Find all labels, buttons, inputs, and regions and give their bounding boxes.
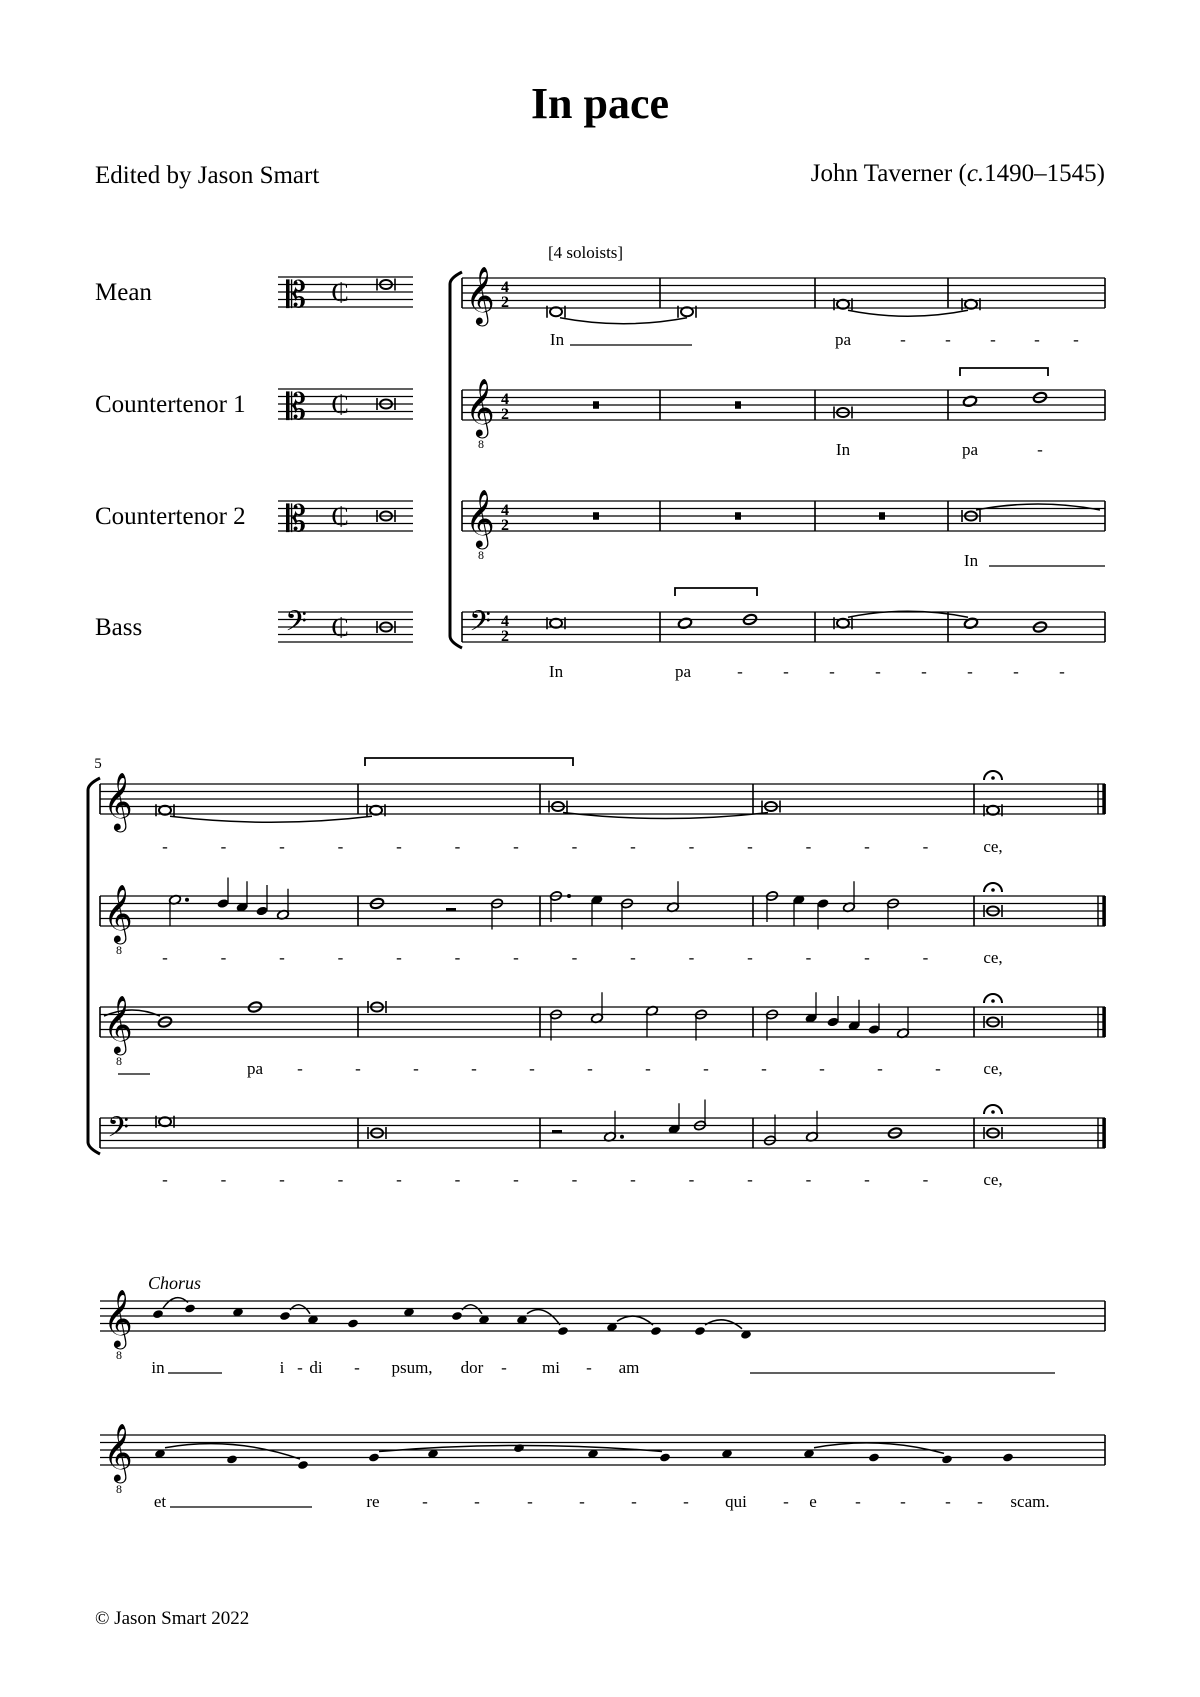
cut-time-icon: ₵ (331, 613, 349, 642)
lyric-syllable: - (220, 1170, 227, 1189)
treble-clef-icon: 𝄞 (103, 885, 133, 941)
chant-note (451, 1311, 463, 1321)
lyric-syllable: - (396, 837, 402, 856)
treble-clef-icon: 𝄞 (465, 379, 495, 435)
lyric-syllable: pa (246, 1059, 264, 1078)
bass-clef-icon: 𝄢 (285, 607, 307, 644)
lyric-syllable: - (875, 662, 881, 681)
chant-note (368, 1452, 380, 1462)
lyric-syllable: - (935, 1059, 941, 1078)
lyric-syllable: - (355, 1059, 361, 1078)
lyric-syllable: - (337, 1170, 344, 1189)
breve-rest (593, 512, 599, 520)
lyric-syllable: - (162, 1170, 168, 1189)
lyric-syllable: - (922, 837, 929, 856)
chant-note (1002, 1452, 1014, 1462)
lyric-syllable: - (220, 837, 227, 856)
dot (185, 898, 189, 902)
time-sig-top: 4 (501, 279, 509, 296)
lyric-syllable: - (571, 948, 578, 967)
chant-lyric: - (354, 1358, 360, 1377)
breve-rest (879, 512, 885, 520)
chant-lyric: qui (725, 1492, 747, 1511)
bass-clef-icon: 𝄢 (107, 1113, 129, 1150)
lyric-syllable: - (162, 948, 168, 967)
lyric-syllable: - (922, 948, 929, 967)
chant-note (659, 1452, 671, 1462)
chant-note (650, 1326, 662, 1336)
chant-lyric: - (683, 1492, 689, 1511)
lyric-syllable: In (963, 551, 979, 570)
chant-lyric: - (474, 1492, 480, 1511)
lyric-syllable: - (529, 1059, 535, 1078)
lyric-syllable: pa (674, 662, 692, 681)
octave-eight-marker: 8 (116, 1348, 122, 1362)
chant-lyric: am (618, 1358, 640, 1377)
lyric-syllable: - (471, 1059, 477, 1078)
chant-lyric: - (855, 1492, 861, 1511)
chant-lyric: - (977, 1492, 983, 1511)
chant-note (513, 1443, 525, 1453)
time-sig-top: 4 (501, 391, 509, 408)
copyright-notice: © Jason Smart 2022 (95, 1608, 250, 1629)
fermata-dot (991, 1110, 995, 1114)
lyric-syllable: - (279, 1170, 285, 1189)
chant-lyric: re (366, 1492, 380, 1511)
lyric-syllable: - (513, 1170, 519, 1189)
lyric-syllable: - (413, 1059, 419, 1078)
dot (567, 894, 571, 898)
lyric-syllable: - (805, 837, 812, 856)
lyric-syllable: - (220, 948, 227, 967)
part-name-bass: Bass (95, 614, 143, 641)
tie-slur (848, 310, 968, 316)
tie-slur (163, 1298, 188, 1308)
lyric-syllable: In (835, 440, 851, 459)
chant-note (152, 1309, 164, 1319)
lyric-syllable: ce, (983, 837, 1003, 856)
lyric-syllable: - (645, 1059, 651, 1078)
chant-lyric: - (422, 1492, 428, 1511)
lyric-syllable: - (688, 837, 695, 856)
lyric-syllable: - (587, 1059, 593, 1078)
octave-eight-marker: 8 (478, 548, 484, 562)
fermata-dot (991, 999, 995, 1003)
lyric-syllable: - (454, 1170, 461, 1189)
c-clef-icon: 𝄡 (285, 275, 307, 315)
ligature-bracket (675, 588, 757, 596)
semibreve-note (963, 617, 978, 630)
time-sig-top: 4 (501, 502, 509, 519)
cut-time-icon: ₵ (331, 502, 349, 531)
lyric-syllable: - (396, 1170, 402, 1189)
lyric-syllable: - (864, 948, 870, 967)
chant-lyric: - (900, 1492, 906, 1511)
lyric-syllable: - (829, 662, 835, 681)
semibreve-note (962, 395, 977, 408)
ligature-bracket (960, 368, 1048, 376)
lyric-syllable: - (630, 1170, 636, 1189)
lyric-syllable: - (747, 1170, 753, 1189)
tie-slur (462, 1305, 482, 1314)
lyric-syllable: - (703, 1059, 709, 1078)
chant-lyric: i (279, 1358, 285, 1377)
direction-soloists: [4 soloists] (548, 243, 624, 262)
chant-note (868, 1452, 880, 1462)
composer-circa: c. (966, 160, 985, 187)
chant-lyric: - (501, 1358, 507, 1377)
cut-time-icon: ₵ (331, 278, 349, 307)
lyric-syllable: - (162, 837, 168, 856)
lyric-in: In (549, 330, 565, 349)
minim-rest (446, 908, 456, 912)
chant-note (226, 1454, 238, 1464)
breve-rest (735, 512, 741, 520)
tie-slur (560, 318, 687, 324)
c-clef-icon: 𝄡 (285, 387, 307, 427)
fermata-dot (991, 776, 995, 780)
chant-lyric: mi (542, 1358, 560, 1377)
time-sig-bottom: 2 (501, 406, 509, 423)
dot (620, 1135, 624, 1139)
minim-rest (552, 1130, 562, 1134)
time-sig-top: 4 (501, 613, 509, 630)
part-name-mean: Mean (95, 279, 152, 306)
breve-rest (593, 401, 599, 409)
lyric-syllable: - (688, 948, 695, 967)
lyric-syllable: - (630, 837, 636, 856)
lyric-syllable: - (967, 662, 973, 681)
cut-time-icon: ₵ (331, 390, 349, 419)
lyric-syllable: pa (961, 440, 979, 459)
lyric-syllable: - (1037, 440, 1043, 459)
lyric-syllable: - (819, 1059, 825, 1078)
chant-note (279, 1311, 291, 1321)
semibreve-note (677, 617, 692, 630)
lyric-syllable: - (945, 330, 951, 349)
lyric-syllable: - (571, 837, 578, 856)
lyric-syllable: - (1013, 662, 1019, 681)
lyric-syllable: - (513, 837, 519, 856)
lyric-syllable: - (900, 330, 906, 349)
lyric-syllable: - (279, 837, 285, 856)
chant-lyric: di (309, 1358, 323, 1377)
chant-lyric: - (297, 1358, 303, 1377)
lyric-syllable: - (571, 1170, 578, 1189)
c-clef-icon: 𝄡 (285, 499, 307, 539)
chant-lyric: - (783, 1492, 789, 1511)
lyric-syllable: - (454, 837, 461, 856)
lyric-syllable: - (688, 1170, 695, 1189)
system-bracket (450, 272, 462, 648)
lyric-syllable: - (337, 948, 344, 967)
chant-lyric: - (579, 1492, 585, 1511)
lyric-syllable: - (279, 948, 285, 967)
lyric-syllable: - (877, 1059, 883, 1078)
lyric-syllable: - (513, 948, 519, 967)
lyric-syllable: - (630, 948, 636, 967)
lyric-syllable: - (805, 1170, 812, 1189)
lyric-syllable: - (805, 948, 812, 967)
editor-credit: Edited by Jason Smart (95, 162, 320, 189)
chant-lyric: et (153, 1492, 167, 1511)
ligature-bracket (365, 758, 573, 766)
octave-eight-marker: 8 (116, 1482, 122, 1496)
lyric-syllable: - (747, 837, 753, 856)
tie-slur (705, 1320, 742, 1329)
tie-slur (290, 1305, 310, 1314)
lyric-syllable: - (922, 1170, 929, 1189)
lyric-syllable: ce, (983, 948, 1003, 967)
chant-lyric: dor (460, 1358, 484, 1377)
page-title: In pace (530, 79, 670, 128)
lyric-syllable: - (337, 837, 344, 856)
treble-clef-icon: 𝄞 (103, 1290, 133, 1346)
part-name-countertenor-2: Countertenor 2 (95, 503, 246, 530)
part-name-countertenor-1: Countertenor 1 (95, 391, 246, 418)
chant-lyric: - (527, 1492, 533, 1511)
chant-lyric: scam. (1010, 1492, 1050, 1511)
lyric-syllable: ce, (983, 1170, 1003, 1189)
tie-slur (527, 1310, 560, 1325)
time-sig-bottom: 2 (501, 294, 509, 311)
chant-lyric: e (809, 1492, 817, 1511)
lyric-syllable: - (990, 330, 996, 349)
treble-clef-icon: 𝄞 (465, 267, 495, 323)
lyric-syllable: - (783, 662, 789, 681)
bass-clef-icon: 𝄢 (469, 607, 491, 644)
breve-rest (735, 401, 741, 409)
measure-number: 5 (94, 756, 102, 772)
fermata-dot (991, 888, 995, 892)
treble-clef-icon: 𝄞 (103, 773, 133, 829)
lyric-syllable: pa (834, 330, 852, 349)
octave-eight-marker: 8 (116, 1054, 122, 1068)
octave-eight-marker: 8 (116, 943, 122, 957)
tie-slur (170, 816, 372, 822)
lyric-syllable: - (864, 1170, 870, 1189)
lyric-syllable: ce, (983, 1059, 1003, 1078)
octave-eight-marker: 8 (478, 437, 484, 451)
lyric-syllable: - (297, 1059, 303, 1078)
chant-note (557, 1326, 569, 1336)
lyric-syllable: - (737, 662, 743, 681)
chant-note (184, 1303, 196, 1313)
time-sig-bottom: 2 (501, 517, 509, 534)
lyric-syllable: - (921, 662, 927, 681)
time-sig-bottom: 2 (501, 628, 509, 645)
lyric-syllable: - (396, 948, 402, 967)
composer-dates: 1490–1545) (984, 160, 1105, 187)
treble-clef-icon: 𝄞 (103, 1424, 133, 1480)
chant-lyric: psum, (391, 1358, 433, 1377)
chant-note (347, 1318, 359, 1328)
system-bracket (88, 778, 100, 1154)
chant-note (941, 1454, 953, 1464)
tie-slur (814, 1443, 944, 1453)
composer-name: John Taverner ( (810, 160, 967, 187)
lyric-syllable: - (864, 837, 870, 856)
chorus-label: Chorus (148, 1273, 202, 1293)
chant-lyric: - (631, 1492, 637, 1511)
lyric-syllable: - (761, 1059, 767, 1078)
lyric-syllable: - (1073, 330, 1079, 349)
treble-clef-icon: 𝄞 (465, 490, 495, 546)
lyric-syllable: - (747, 948, 753, 967)
chant-note (297, 1460, 309, 1470)
lyric-syllable: - (1034, 330, 1040, 349)
chant-lyric: - (586, 1358, 592, 1377)
chant-note (694, 1326, 706, 1336)
treble-clef-icon: 𝄞 (103, 996, 133, 1052)
lyric-syllable: In (548, 662, 564, 681)
chant-lyric: in (151, 1358, 165, 1377)
lyric-syllable: - (1059, 662, 1065, 681)
lyric-syllable: - (454, 948, 461, 967)
chant-lyric: - (945, 1492, 951, 1511)
